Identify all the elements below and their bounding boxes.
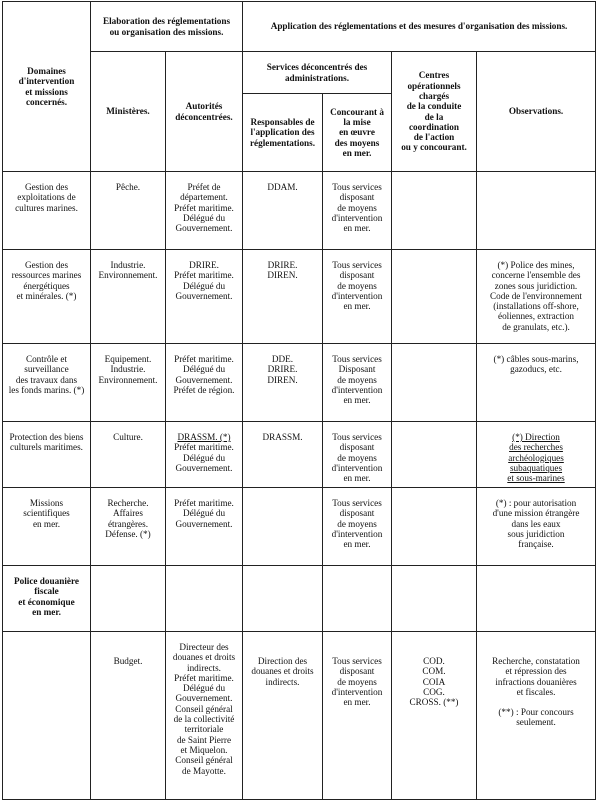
cell-domain: Protection des biens culturels maritimes. <box>3 422 91 488</box>
table-row <box>3 172 596 250</box>
cell-responsables: DRASSM. <box>243 422 323 488</box>
missions-table <box>2 1 596 800</box>
cell-empty <box>91 566 166 632</box>
cell-domain <box>3 632 91 800</box>
cell-ministeres: Culture. <box>91 422 166 488</box>
cell-empty <box>166 566 243 632</box>
header-domains: Domaines d'intervention et missions concernés. <box>3 2 91 172</box>
cell-centres <box>392 172 477 250</box>
cell-concourant: Tous services disposant de moyens d'intervention en mer. <box>323 422 392 488</box>
cell-observations: (*) Direction des recherches archéologiques subaquatiques et sous-marines <box>477 422 596 488</box>
cell-empty <box>392 566 477 632</box>
cell-autorites: Préfet maritime. Délégué du Gouvernement. Préfet de région. <box>166 344 243 422</box>
autorites-underlined: DRASSM. (*) <box>177 432 231 442</box>
cell-ministeres: Industrie. Environnement. <box>91 250 166 344</box>
header-observations: Observations. <box>477 52 596 172</box>
cell-autorites <box>166 422 243 488</box>
cell-empty <box>323 566 392 632</box>
cell-domain: Contrôle et surveillance des travaux dans les fonds marins. (*) <box>3 344 91 422</box>
cell-concourant: Tous services disposant de moyens d'intervention en mer. <box>323 488 392 566</box>
cell-autorites: Préfet maritime. Délégué du Gouvernement. <box>166 488 243 566</box>
cell-responsables <box>243 488 323 566</box>
cell-ministeres: Pêche. <box>91 172 166 250</box>
cell-autorites: DRIRE. Préfet maritime. Délégué du Gouvernement. <box>166 250 243 344</box>
header-centres: Centres opérationnels chargés de la conduite de la coordination de l'action ou y concourant. <box>392 52 477 172</box>
cell-centres: COD. COM. COIA COG. CROSS. (**) <box>392 632 477 800</box>
header-application: Application des réglementations et des mesures d'organisation des missions. <box>243 2 596 52</box>
cell-observations: (*) Police des mines, concerne l'ensemble des zones sous juridiction. Code de l'environnement (installations off-shore, éoliennes, extraction de granulats, etc.). <box>477 250 596 344</box>
header-concourant: Concourant à la mise en œuvre des moyens en mer. <box>323 94 392 172</box>
table-row <box>3 632 596 800</box>
cell-ministeres: Equipement. Industrie. Environnement. <box>91 344 166 422</box>
observations-note: (**) : Pour concours seulement. <box>498 707 574 728</box>
cell-concourant: Tous services Disposant de moyens d'intervention en mer. <box>323 344 392 422</box>
cell-autorites: Directeur des douanes et droits indirects. Préfet maritime. Délégué du Gouvernement. Conseil général de la collectivité territoriale de Saint Pierre et Miquelon. Conseil général de Mayotte. <box>166 632 243 800</box>
header-responsables: Responsables de l'application des réglementations. <box>243 94 323 172</box>
cell-observations: (*) câbles sous-marins, gazoducs, etc. <box>477 344 596 422</box>
cell-concourant: Tous services disposant de moyens d'intervention en mer. <box>323 250 392 344</box>
cell-autorites: Préfet de département. Préfet maritime. Délégué du Gouvernement. <box>166 172 243 250</box>
cell-ministeres: Budget. <box>91 632 166 800</box>
cell-domain: Missions scientifiques en mer. <box>3 488 91 566</box>
cell-empty <box>243 566 323 632</box>
header-autorites: Autorités déconcentrées. <box>166 52 243 172</box>
cell-responsables: DDAM. <box>243 172 323 250</box>
cell-responsables: DRIRE. DIREN. <box>243 250 323 344</box>
cell-empty <box>477 566 596 632</box>
observations-text: Recherche, constatation et répression des infractions douanières et fiscales. <box>492 656 580 697</box>
cell-domain-section: Police douanière fiscale et économique en mer. <box>3 566 91 632</box>
header-services: Services déconcentrés des administrations. <box>243 52 392 94</box>
table-row <box>3 422 596 488</box>
autorites-text: Préfet maritime. Délégué du Gouvernement. <box>174 442 234 473</box>
cell-observations <box>477 632 596 800</box>
cell-centres <box>392 344 477 422</box>
cell-concourant: Tous services disposant de moyens d'intervention en mer. <box>323 632 392 800</box>
cell-domain: Gestion des ressources marines énergétiques et minérales. (*) <box>3 250 91 344</box>
cell-centres <box>392 422 477 488</box>
header-ministeres: Ministères. <box>91 52 166 172</box>
cell-domain: Gestion des exploitations de cultures marines. <box>3 172 91 250</box>
cell-centres <box>392 488 477 566</box>
table-row <box>3 344 596 422</box>
table-row <box>3 566 596 632</box>
cell-ministeres: Recherche. Affaires étrangères. Défense. (*) <box>91 488 166 566</box>
cell-observations <box>477 172 596 250</box>
cell-responsables: DDE. DRIRE. DIREN. <box>243 344 323 422</box>
table-row <box>3 250 596 344</box>
cell-concourant: Tous services disposant de moyens d'intervention en mer. <box>323 172 392 250</box>
header-elaboration: Elaboration des réglementations ou organisation des missions. <box>91 2 243 52</box>
table-row <box>3 488 596 566</box>
cell-observations: (*) : pour autorisation d'une mission étrangère dans les eaux sous juridiction française. <box>477 488 596 566</box>
cell-centres <box>392 250 477 344</box>
cell-responsables: Direction des douanes et droits indirects. <box>243 632 323 800</box>
